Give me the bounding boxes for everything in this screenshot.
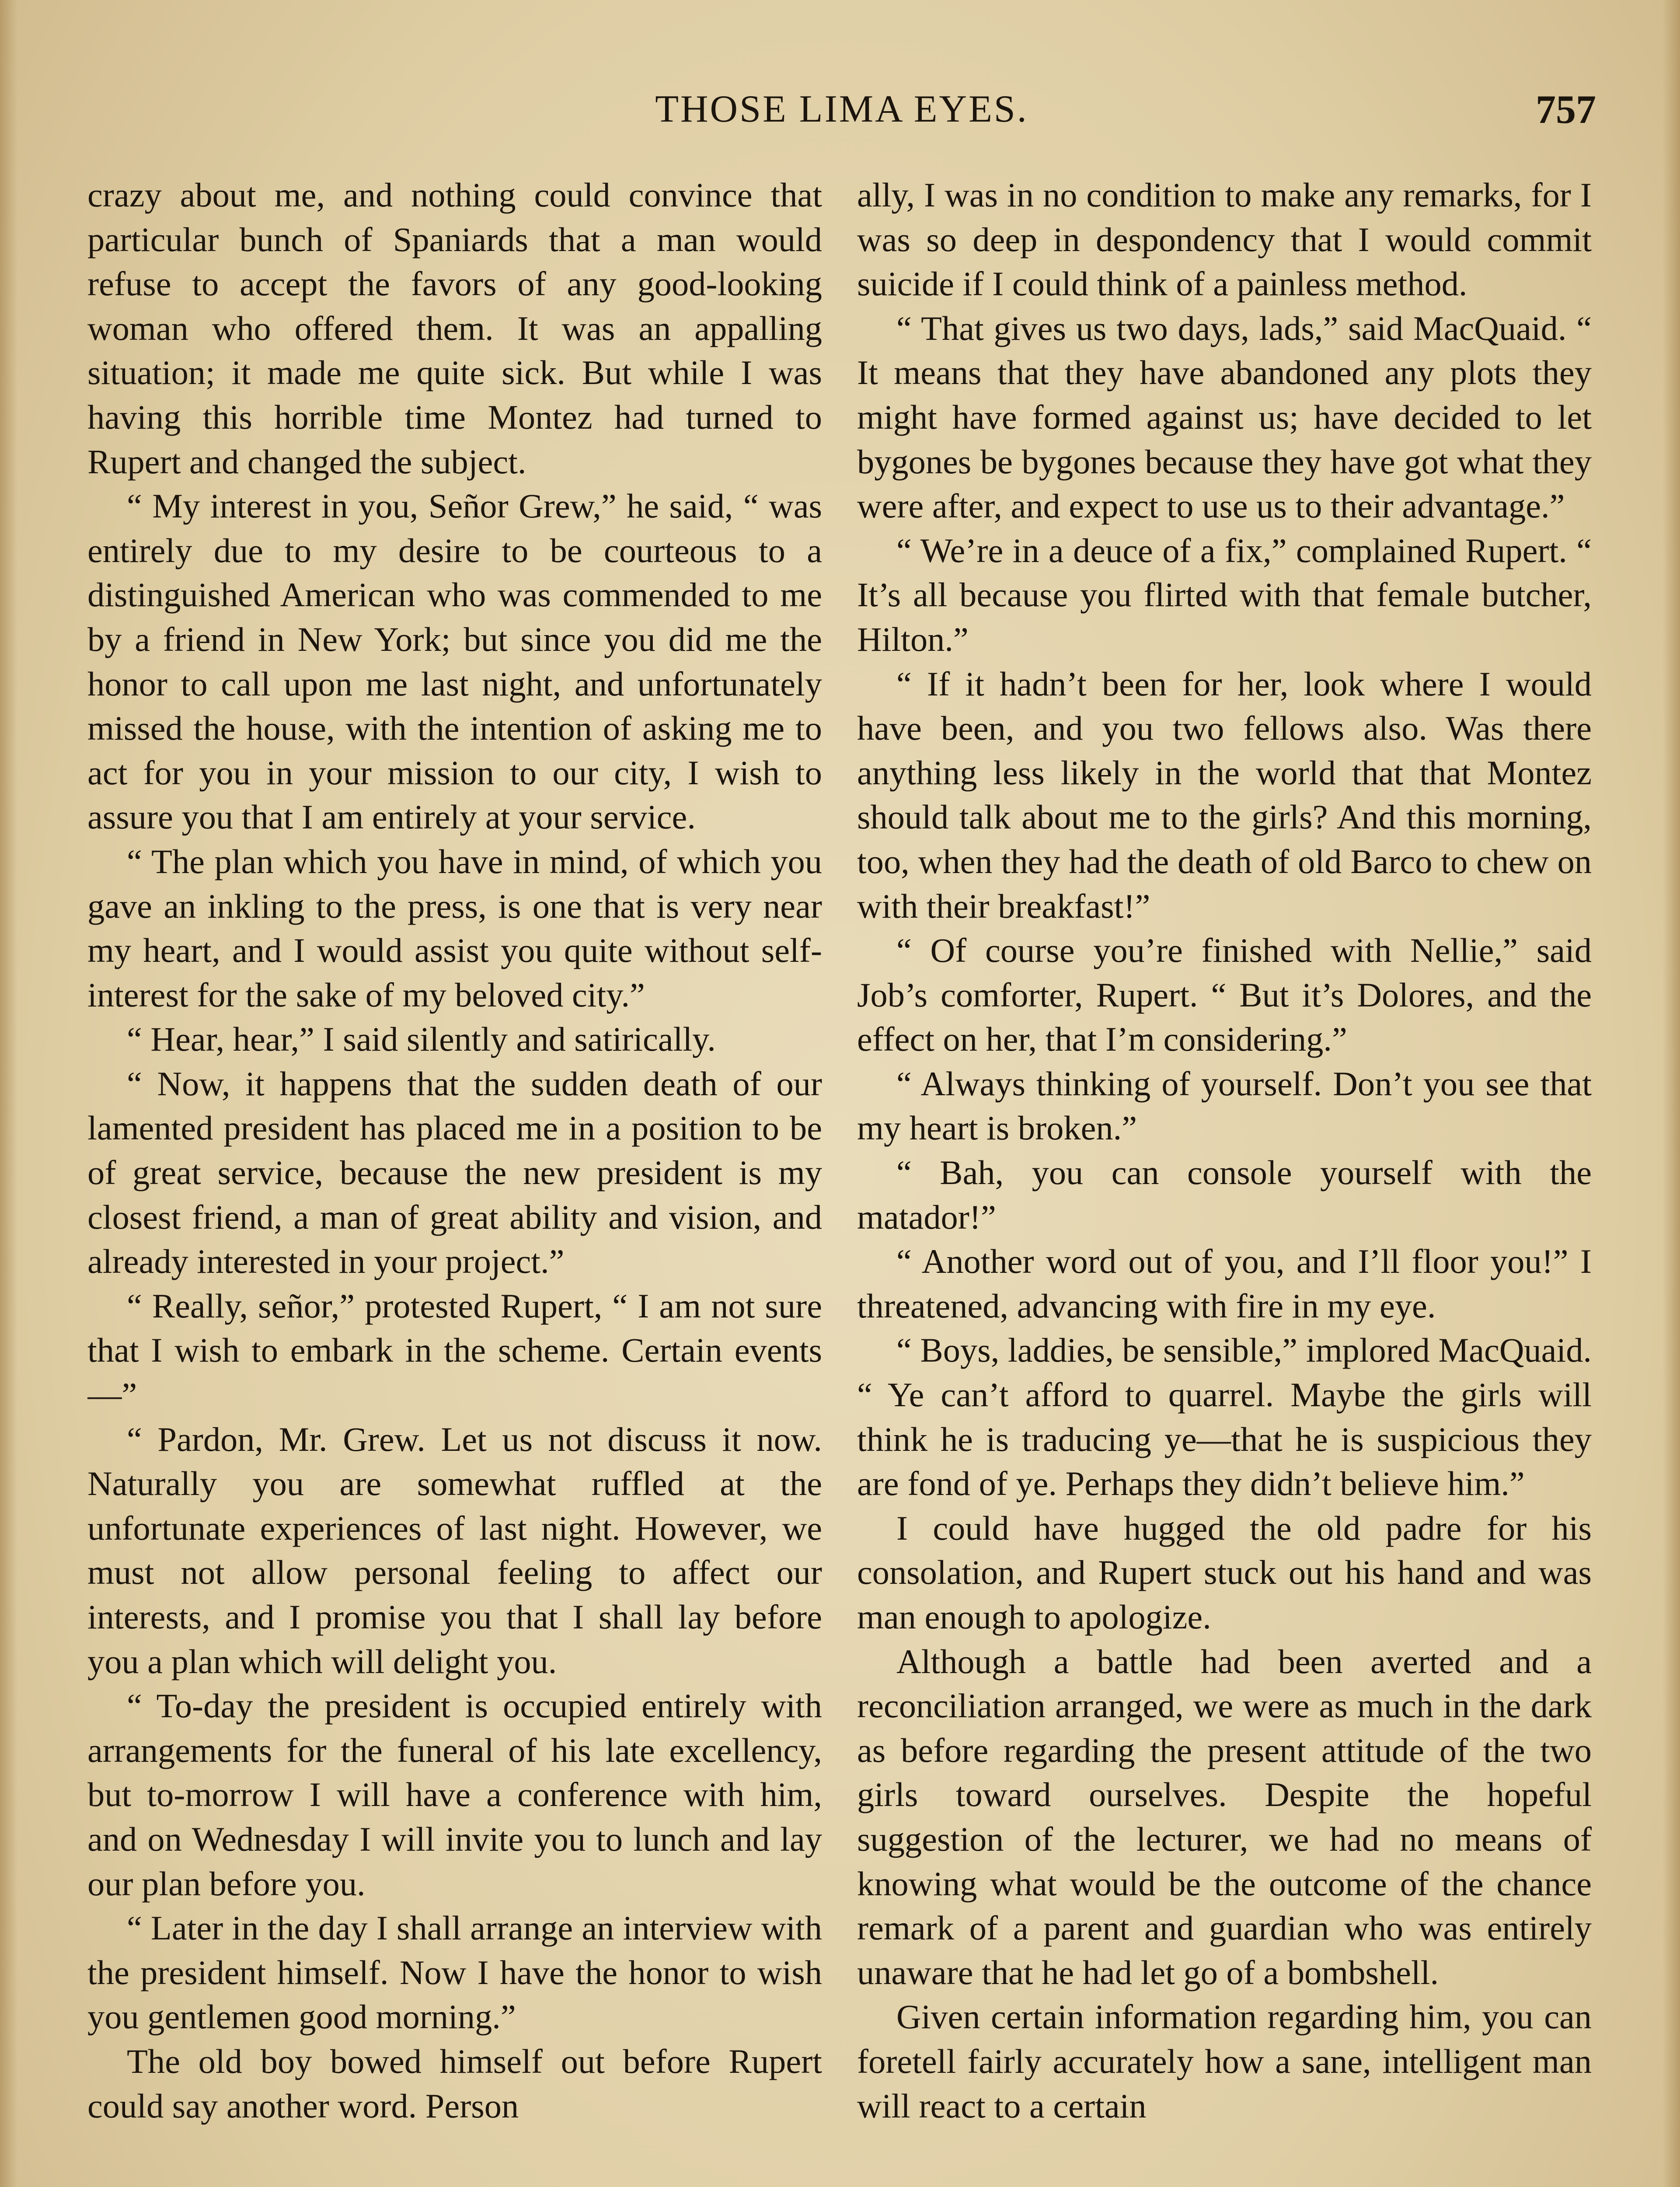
paragraph: The old boy bowed himself out before Rupert could say another word. Person xyxy=(87,2042,822,2125)
paragraph: “ To-day the president is occupied entirely with arrangements for the funeral of his late excellency, but to-morrow I will have a conference with him, and on Wednesday I will invite you to lunch and lay our plan before you. xyxy=(87,1687,822,1903)
paragraph: “ Really, señor,” protested Rupert, “ I am not sure that I wish to embark in the scheme. Certain events—” xyxy=(87,1286,822,1414)
paragraph: “ Another word out of you, and I’ll floor you!” I threatened, advancing with fire in my eye. xyxy=(857,1242,1592,1325)
paragraph: ally, I was in no condition to make any remarks, for I was so deep in despondency that I would commit suicide if I could think of a painless method. xyxy=(857,176,1592,303)
paragraph: “ My interest in you, Señor Grew,” he said, “ was entirely due to my desire to be courteous to a distinguished American who was commended to me by a friend in New York; but since you did me the honor to call upon me last night, and unfortunately missed the house, with the intention of asking me to act for you in your mission to our city, I wish to assure you that I am entirely at your service. xyxy=(87,487,822,836)
left-column xyxy=(87,173,822,2187)
paragraph: “ Hear, hear,” I said silently and satirically. xyxy=(127,1020,716,1059)
running-title: THOSE LIMA EYES. xyxy=(655,88,1028,130)
page-number: 757 xyxy=(1536,87,1596,132)
right-column xyxy=(857,173,1592,2187)
paragraph: “ Always thinking of yourself. Don’t you see that my heart is broken.” xyxy=(857,1064,1592,1147)
paragraph: “ If it hadn’t been for her, look where I would have been, and you two fellows also. Was there anything less likely in the world that that Montez should talk about me to the girls? And this morning, too, when they had the death of old Barco to chew on with their breakfast!” xyxy=(857,664,1592,925)
page-edge-left xyxy=(0,0,17,2187)
paragraph: Although a battle had been averted and a reconciliation arranged, we were as much in the dark as before regarding the present attitude of the two girls toward ourselves. Despite the hopeful suggestion of the lecturer, we had no means of knowing what would be the outcome of the chance remark of a parent and guardian who was entirely unaware that he had let go of a bombshell. xyxy=(857,1642,1592,1991)
paragraph: “ Now, it happens that the sudden death of our lamented president has placed me in a position to be of great service, because the new president is my closest friend, a man of great ability and vision, and already interested in your project.” xyxy=(87,1064,822,1281)
paragraph: Given certain information regarding him, you can foretell fairly accurately how a sane, intelligent man will react to a certain xyxy=(857,1998,1592,2125)
paragraph: I could have hugged the old padre for his consolation, and Rupert stuck out his hand and was man enough to apologize. xyxy=(857,1509,1592,1636)
paragraph: “ That gives us two days, lads,” said MacQuaid. “ It means that they have abandoned any plots they might have formed against us; have decided to let bygones be bygones because they have got what they were after, and expect to use us to their advantage.” xyxy=(857,309,1592,525)
paragraph: “ Of course you’re finished with Nellie,” said Job’s comforter, Rupert. “ But it’s Dolores, and the effect on her, that I’m considering.” xyxy=(857,931,1592,1059)
paragraph: “ Boys, laddies, be sensible,” implored MacQuaid. “ Ye can’t afford to quarrel. Maybe the girls will think he is traducing ye—that he is suspicious they are fond of ye. Perhaps they didn’t believe him.” xyxy=(857,1331,1592,1503)
paragraph: “ The plan which you have in mind, of which you gave an inkling to the press, is one that is very near my heart, and I would assist you quite without self-interest for the sake of my beloved city.” xyxy=(87,842,822,1014)
paragraph: “ Later in the day I shall arrange an interview with the president himself. Now I have the honor to wish you gentlemen good morning.” xyxy=(87,1909,822,2036)
page-edge-right xyxy=(1663,0,1680,2187)
paragraph: “ We’re in a deuce of a fix,” complained Rupert. “ It’s all because you flirted with that female butcher, Hilton.” xyxy=(857,531,1592,658)
paragraph: crazy about me, and nothing could convince that particular bunch of Spaniards that a man would refuse to accept the favors of any good-looking woman who offered them. It was an appalling situation; it made me quite sick. But while I was having this horrible time Montez had turned to Rupert and changed the subject. xyxy=(87,176,822,481)
page-header xyxy=(87,83,1596,136)
paragraph: “ Bah, you can console yourself with the matador!” xyxy=(857,1153,1592,1236)
paragraph: “ Pardon, Mr. Grew. Let us not discuss it now. Naturally you are somewhat ruffled at the unfortunate experiences of last night. However, we must not allow personal feeling to affect our interests, and I promise you that I shall lay before you a plan which will delight you. xyxy=(87,1420,822,1680)
